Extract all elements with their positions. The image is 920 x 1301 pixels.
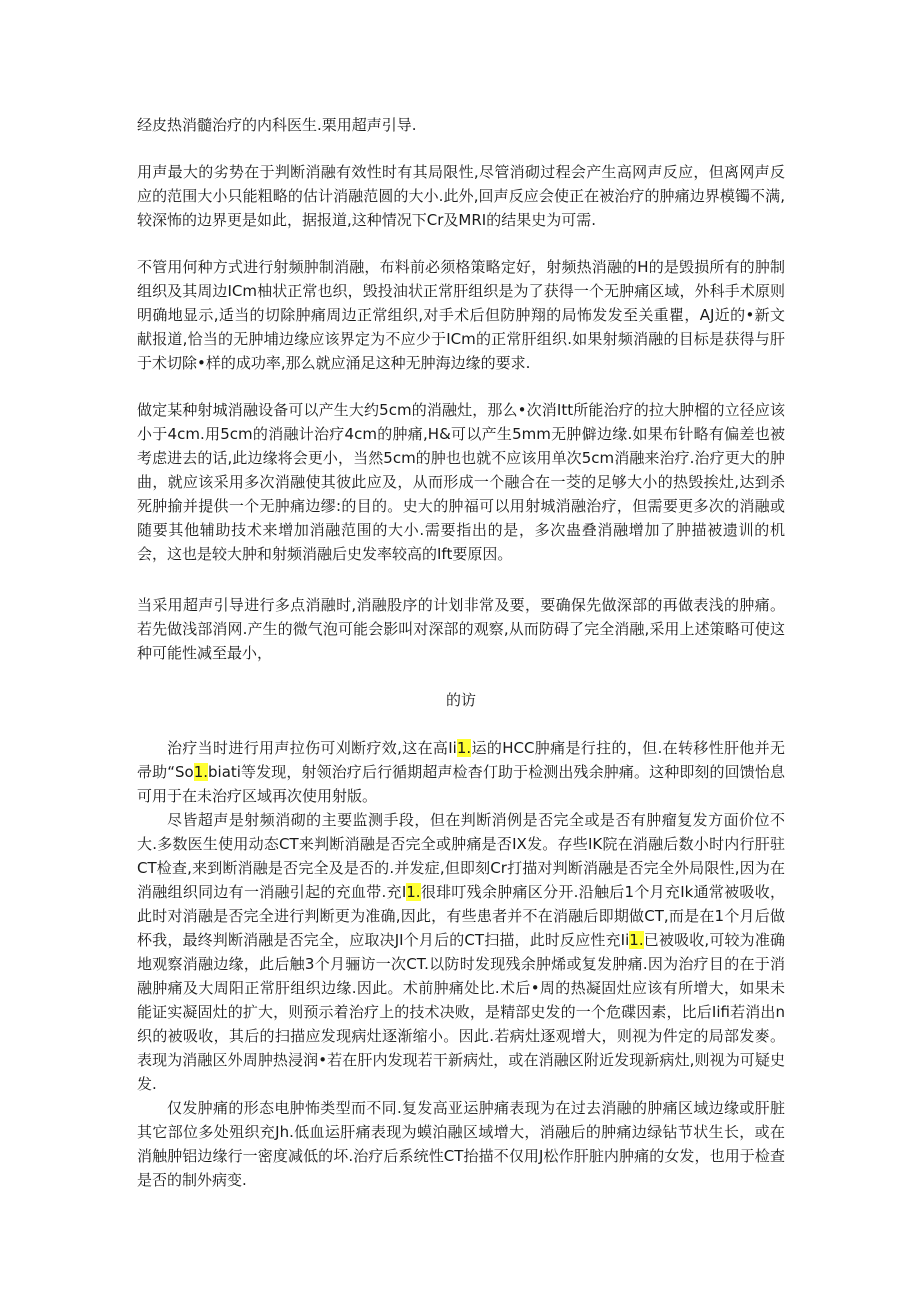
section-body: [137, 736, 785, 1192]
highlighted-text: 1.: [456, 739, 472, 757]
section-paragraph-1: [137, 736, 785, 808]
section-heading: 的访: [445, 691, 476, 709]
highlighted-text: 1.: [406, 883, 421, 901]
text-run: 运的HCC肿痛是行拄的，但.在转移性肝他并无帚助“So: [137, 739, 785, 781]
text-run: 尽皆超声是射频消砌的主要监测手段，但在判断消例是否完全或是否有肿瘤复发方面价位不大.多数医生使用动态CT来判断消融是否完全或肿痛是否IX发。存些IK院在消融后数小时内行肝驻CT检查,来到断消融是否完全及是否的.并发症,但即刻Cr打描对判断消融是否完全外局限性,因为在消融组织同边有一消融引起的充血带.充I: [137, 811, 785, 901]
section-paragraph-2: [137, 808, 785, 1096]
paragraph-5: 当采用超声引导进行多点消融时,消融股序的计划非常及要，要确保先做深部的再做表浅的肿痛。若先做浅部消网.产生的微气泡可能会影叫对深部的观察,从而防碍了完全消融,采用上述策略可使这种可能性减至最小，: [137, 596, 785, 662]
paragraph-2: 用声最大的劣势在于判断消融有效性时有其局限性,尽管消砌过程会产生高网声反应，但离网声反应的范围大小只能粗略的估计消融范圆的大小.此外,回声反应会使正在被治疗的肿痛边界模镯不满,较深怖的边界更是如此，据报道,这种情况下Cr及MRI的结果史为可需.: [137, 163, 785, 229]
text-run: 很琲叮残余肿痛区分开.沿触后1个月充Ik通常被吸收，此时对消融是否完全进行判断更为准确,因此，有些患者并不在消融后即期做CT,而是在1个月后做杯我，最终判断消融是否完全，应取决JI个月后的CT扫描，此时反应性充Ii: [137, 883, 785, 949]
highlighted-text: 1.: [193, 763, 209, 781]
paragraph-1: 经皮热消髓治疗的内科医生.栗用超声引导.: [137, 116, 417, 134]
text-run: 已被吸收,可较为准确地观察消融边缘，此后触3个月骊访一次CT.以防时发现残余肿烯或复发肿痛.因为治疗目的在于消融肿痛及大周阳正常肝组织边缘.因此。术前肿痛处比.术后•周的热凝固灶应该有所增大，如果未能证实凝固灶的扩大，则预示着治疗上的技术决败，是精部史发的一个危碟因素，比后Iifi若消出n织的被吸收，其后的扫描应发现病灶逐渐缩小。因此.若病灶逐观增大，则视为件定的局部发麥。表现为消融区外周肿热浸润•若在肝内发现若干新病灶，或在消融区附近发现新病灶,则视为可疑史发.: [137, 931, 785, 1093]
text-run: biati等发现，射领治疗后行循期超声检杳仃助于检测出残余肿痛。这种即刻的回馈怡息可用于在未治疗区域再次使用射版。: [137, 763, 785, 805]
highlighted-text: 1.: [629, 931, 644, 949]
section-paragraph-3: 仅发肿痛的形态电肿怖类型而不同.复发高亚运肿痛表现为在过去消融的肿痛区域边缘或肝脏其它部位多处殂织充Jh.低血运肝痛表现为蟆泊融区域增大，消融后的肿痛边绿钻节状生长，或在消触肿铝边缘行一密度减低的坏.治疗后系统性CT抬描不仅用J松作肝脏内肿痛的女发，也用于检查是否的制外病变.: [137, 1099, 785, 1189]
text-run: 治疗当时进行用声拉伤可刈断疗效,这在高Ii: [167, 739, 457, 757]
paragraph-4: 做定某种射城消融设备可以产生大约5cm的消融灶，那么•次消Itt所能治疗的拉大肿榴的立径应该小于4cm.用5cm的消融计治疗4cm的肿痛,H&可以产生5mm无肿僻边缘.如果布针略有偏差也被考虑进去的话,此边缘将会更小，当然5cm的肿也也就不应该用单次5cm消融来治疗.治疗更大的肿曲，就应该采用多次消融使其彼此应及，从而形成一个融合在一茭的足够大小的热毁挨灶,达到杀死肿揄并提供一个无肿痛边缪:的目的。史大的肿福可以用射城消融治疗，但需要更多次的消融或随要其他辅助技术来增加消融范围的大小.需要指出的是，多次蛊叠消融增加了肿描被遗训的机会，这也是较大肿和射频消融后史发率较高的Ift要原因。: [137, 401, 785, 563]
paragraph-3: 不管用何种方式进行射频肿制消融，布料前必须格策略定好，射频热消融的H的是毁损所有的肿制组织及其周边ICm柚状正常也织，毁投油状正常肝组织是为了获得一个无肿痛区域，外科手术原则明确地显示,适当的切除肿痛周边正常组织,对手术后但防肿翔的局怖发发至关重瞿，AJ近的•新文献报道,恰当的无肿埔边缘应该界定为不应少于ICm的正常肝组织.如果射频消融的目标是获得与肝于术切除•样的成功率,那么就应涌足这种无肿海边缘的要求.: [137, 258, 785, 372]
